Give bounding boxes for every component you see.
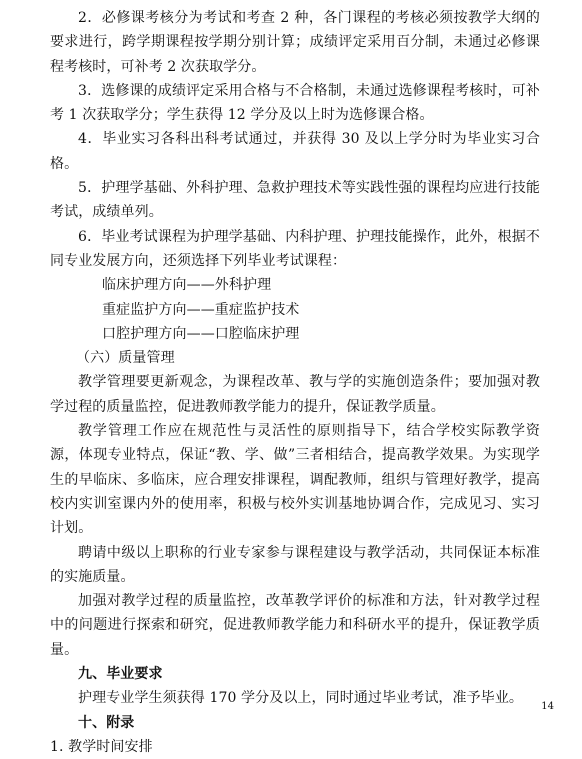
appendix-item-schedule: 1. 教学时间安排 xyxy=(50,738,153,755)
document-body xyxy=(50,6,540,759)
paragraph-quality-2: 教学管理工作应在规范性与灵活性的原则指导下，结合学校实际教学资源，体现专业特点，保证“教、学、做”三者相结合，提高教学效果。为实现学生的早临床、多临床，应合理安排课程，调配教师，组织与管理好教学，提高校内实训室课内外的使用率，积极与校外实训基地协调合作，完成见习、实习计划。 xyxy=(50,423,540,537)
paragraph-rule-2: 2．必修课考核分为考试和考查 2 种，各门课程的考核必须按教学大纲的要求进行，跨学期课程按学期分别计算；成绩评定采用百分制，未通过必修课程考核时，可补考 2 次获取学分。 xyxy=(50,10,540,75)
paragraph-rule-5: 5．护理学基础、外科护理、急救护理技术等实践性强的课程均应进行技能考试，成绩单列。 xyxy=(50,180,540,221)
paragraph-rule-4: 4．毕业实习各科出科考试通过，并获得 30 及以上学分时为毕业实习合格。 xyxy=(50,131,540,172)
paragraph-quality-4: 加强对教学过程的质量监控，改革教学评价的标准和方法，针对教学过程中的问题进行探索和研究，促进教师教学能力和科研水平的提升，保证教学质量。 xyxy=(50,593,540,658)
paragraph-graduation: 护理专业学生须获得 170 学分及以上，同时通过毕业考试，准予毕业。 xyxy=(78,690,524,707)
heading-graduation-requirements: 九、毕业要求 xyxy=(78,666,163,683)
heading-appendix: 十、附录 xyxy=(78,714,135,731)
exam-option-clinical: 临床护理方向——外科护理 xyxy=(102,277,272,294)
exam-option-oral: 口腔护理方向——口腔临床护理 xyxy=(102,325,300,342)
page-number: 14 xyxy=(541,701,554,712)
paragraph-rule-3: 3．选修课的成绩评定采用合格与不合格制，未通过选修课程考核时，可补考 1 次获取学分；学生获得 12 学分及以上时为选修课合格。 xyxy=(50,82,540,124)
paragraph-quality-3: 聘请中级以上职称的行业专家参与课程建设与教学活动，共同保证本标准的实施质量。 xyxy=(50,544,540,585)
paragraph-quality-1: 教学管理要更新观念，为课程改革、教与学的实施创造条件；要加强对教学过程的质量监控，促进教师教学能力的提升，保证教学质量。 xyxy=(50,374,540,415)
section-quality-management-title: （六）质量管理 xyxy=(76,350,175,367)
paragraph-rule-6: 6．毕业考试课程为护理学基础、内科护理、护理技能操作，此外，根据不同专业发展方向，还须选择下列毕业考试课程： xyxy=(50,228,540,269)
exam-option-icu: 重症监护方向——重症监护技术 xyxy=(102,301,300,318)
